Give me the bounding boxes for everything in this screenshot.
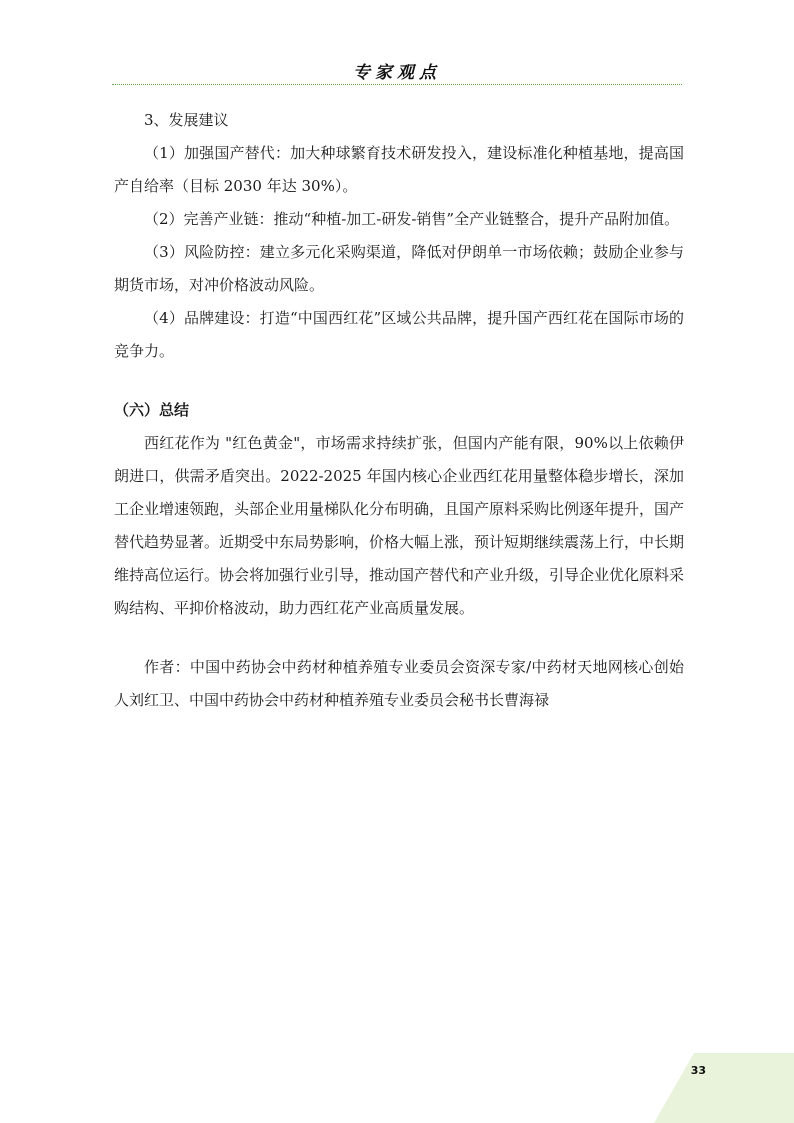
page-number: 33: [690, 1064, 706, 1077]
summary-paragraph: 西红花作为 "红色黄金"，市场需求持续扩张，但国内产能有限，90%以上依赖伊朗进口，供需矛盾突出。2022-2025 年国内核心企业西红花用量整体稳步增长，深加工企业增速领跑，头部企业用量梯队化分布明确，且国产原料采购比例逐年提升，国产替代趋势显著。近期受中东局势影响，价格大幅上涨，预计短期继续震荡上行，中长期维持高位运行。协会将加强行业引导，推动国产替代和产业升级，引导企业优化原料采购结构、平抑价格波动，助力西红花产业高质量发展。: [114, 434, 685, 617]
author-credit: 作者：中国中药协会中药材种植养殖专业委员会资深专家/中药材天地网核心创始人刘红卫、中国中药协会中药材种植养殖专业委员会秘书长曹海禄: [114, 658, 684, 709]
summary-heading: （六）总结: [114, 401, 190, 419]
suggestion-item-4: （4）品牌建设：打造“中国西红花”区域公共品牌，提升国产西红花在国际市场的竞争力。: [114, 309, 684, 360]
suggestion-item-3: （3）风险防控：建立多元化采购渠道，降低对伊朗单一市场依赖；鼓励企业参与期货市场，对冲价格波动风险。: [114, 243, 684, 294]
page-content: [114, 104, 684, 717]
header-divider: [112, 84, 682, 85]
page-header-title: 专家观点: [353, 63, 441, 83]
footer-corner-decoration: [654, 1053, 794, 1123]
section-heading-suggestions: 3、发展建议: [144, 111, 229, 129]
suggestion-item-1: （1）加强国产替代：加大种球繁育技术研发投入，建设标准化种植基地，提高国产自给率（目标 2030 年达 30%）。: [114, 144, 684, 195]
suggestion-item-2: （2）完善产业链：推动“种植-加工-研发-销售”全产业链整合，提升产品附加值。: [144, 210, 680, 228]
